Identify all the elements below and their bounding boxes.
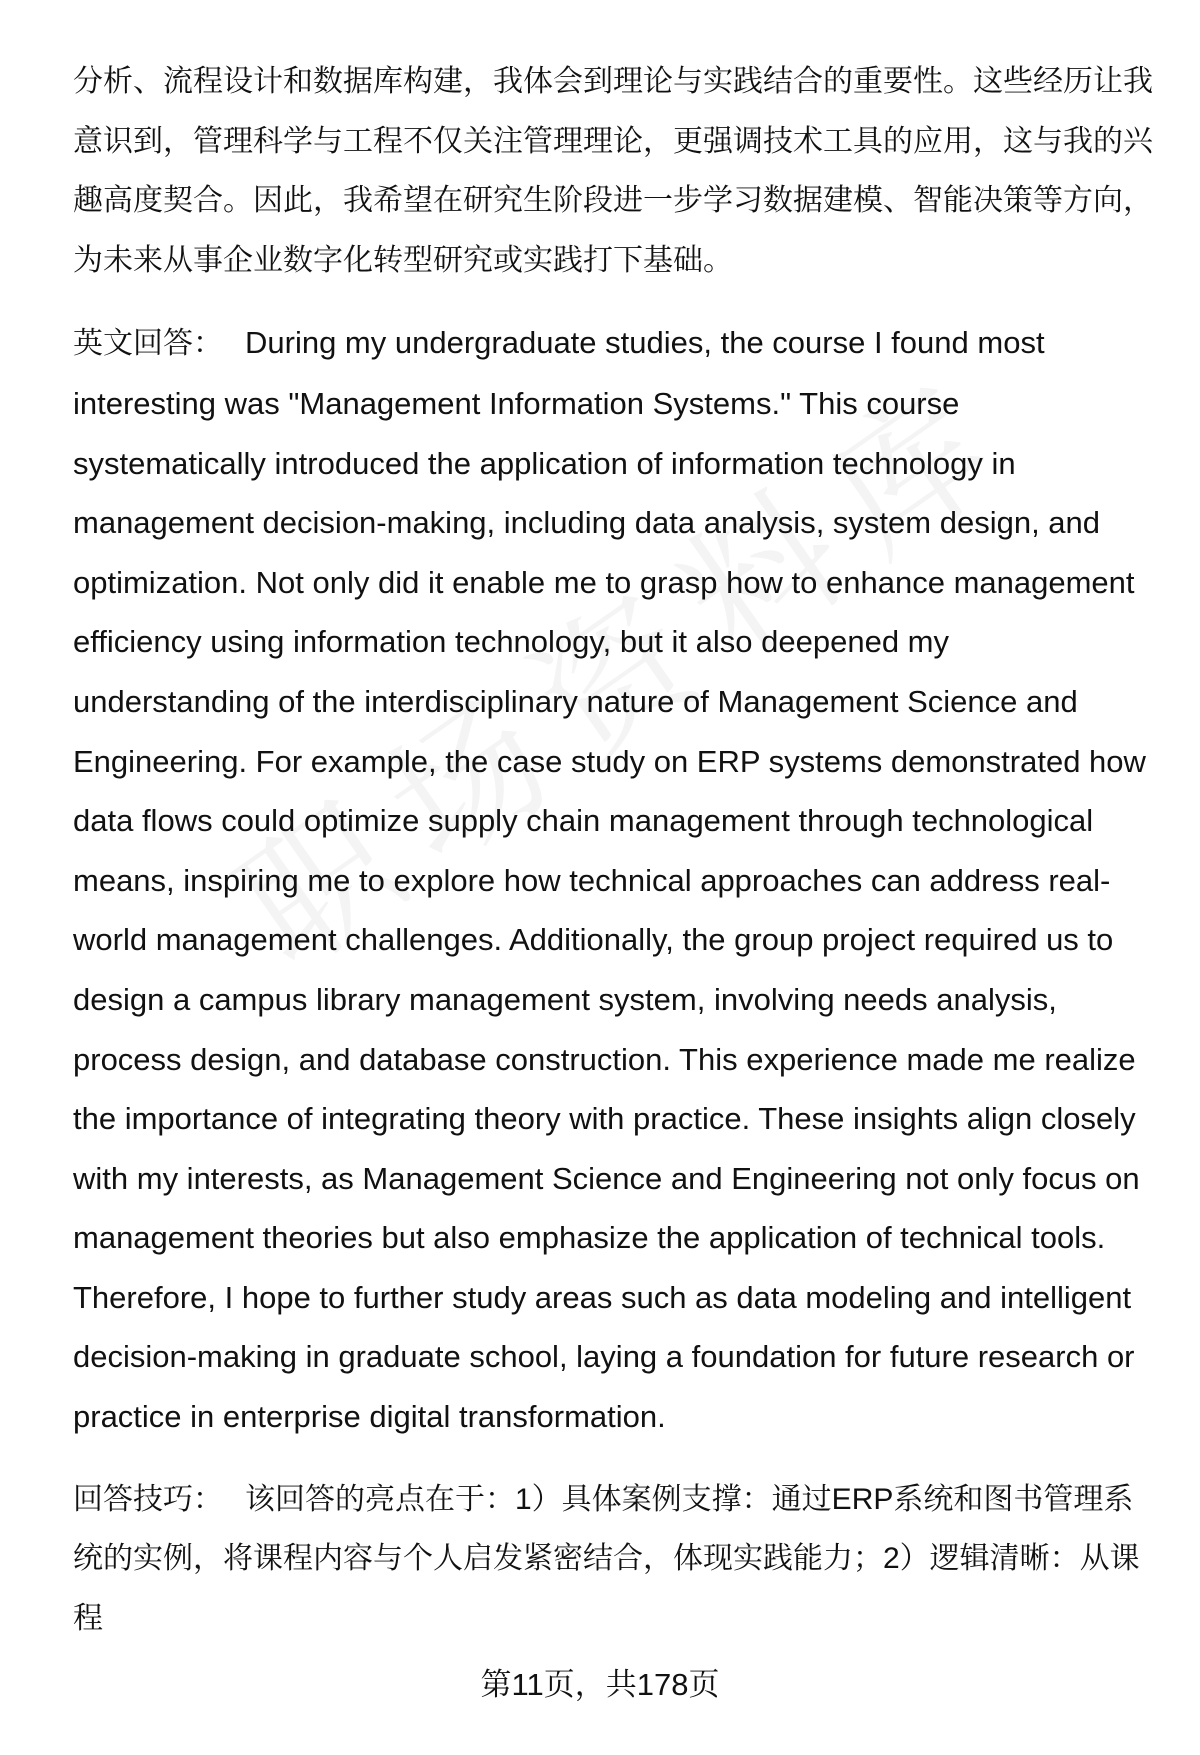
continuation-paragraph: 分析、流程设计和数据库构建，我体会到理论与实践结合的重要性。这些经历让我意识到，管理科学与工程不仅关注管理理论，更强调技术工具的应用，这与我的兴趣高度契合。因此，我希望在研究生阶段进一步学习数据建模、智能决策等方向，为未来从事企业数字化转型研究或实践打下基础。 — [73, 65, 1153, 277]
answer-tips-text: 该回答的亮点在于：1）具体案例支撑：通过ERP系统和图书管理系统的实例，将课程内容与个人启发紧密结合，体现实践能力；2）逻辑清晰：从课程 — [73, 1482, 1140, 1635]
english-answer-paragraph — [73, 313, 1153, 1446]
answer-tips-label: 回答技巧： — [73, 1482, 223, 1516]
page-number-footer: 第11页，共178页 — [480, 1667, 720, 1702]
english-answer-label: 英文回答： — [73, 327, 223, 361]
english-answer-text: During my undergraduate studies, the course I found most interesting was "Management Information Systems." This course systematically introduced the application of information technology in management decision-making, including data analysis, system design, and optimization. Not only did it enable me to grasp how to enhance management efficiency using information technology, but it also deepened my understanding of the interdisciplinary nature of Management Science and Engineering. For example, the case study on ERP systems demonstrated how data flows could optimize supply chain management through technological means, inspiring me to explore how technical approaches can address real-world management challenges. Additionally, the group project required us to design a campus library management system, involving needs analysis, process design, and database construction. This experience made me realize the importance of integrating theory with practice. These insights align closely with my interests, as Management Science and Engineering not only focus on management theories but also emphasize the application of technical tools. Therefore, I hope to further study areas such as data modeling and intelligent decision-making in graduate school, laying a foundation for future research or practice in enterprise digital transformation. — [73, 325, 1146, 1435]
answer-tips-paragraph — [73, 1470, 1153, 1649]
document-body — [73, 52, 1153, 1648]
